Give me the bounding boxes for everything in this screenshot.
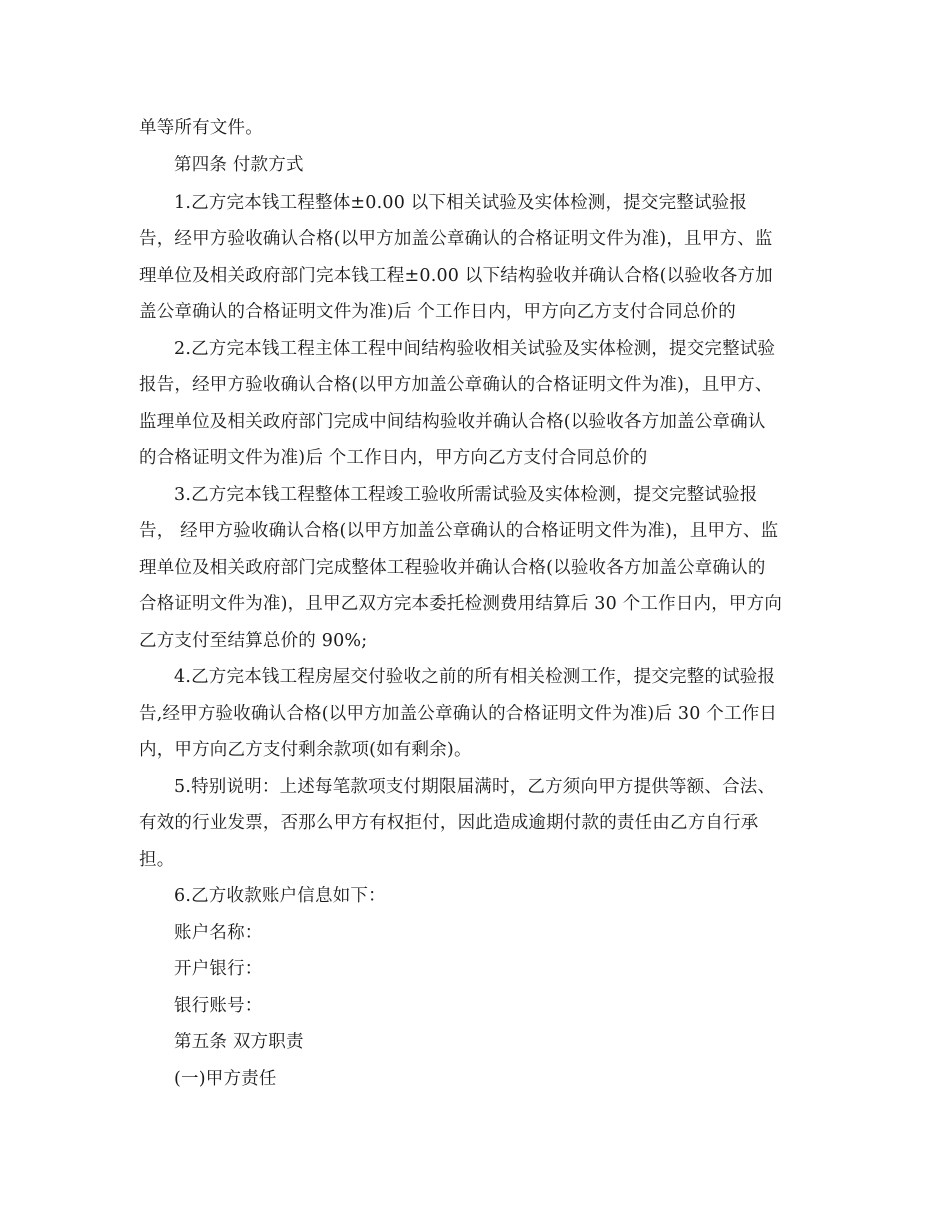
- text-line: 理单位及相关政府部门完成整体工程验收并确认合格(以验收各方加盖公章确认的: [139, 558, 766, 578]
- text-line: 的合格证明文件为准)后 个工作日内，甲方向乙方支付合同总价的: [139, 448, 648, 468]
- text-line: 6.乙方收款账户信息如下：: [174, 886, 386, 906]
- text-line: 报告，经甲方验收确认合格(以甲方加盖公章确认的合格证明文件为准)，且甲方、: [139, 375, 773, 395]
- text-line: 2.乙方完本钱工程主体工程中间结构验收相关试验及实体检测，提交完整试验: [174, 339, 776, 359]
- text-line: 理单位及相关政府部门完本钱工程±0.00 以下结构验收并确认合格(以验收各方加: [139, 266, 773, 286]
- account-name-label: 账户名称：: [174, 923, 263, 943]
- section-heading: 第四条 付款方式: [174, 155, 304, 175]
- text-line: 3.乙方完本钱工程整体工程竣工验收所需试验及实体检测，提交完整试验报: [174, 485, 758, 505]
- text-line: 告，经甲方验收确认合格(以甲方加盖公章确认的合格证明文件为准)，且甲方、监: [139, 229, 773, 249]
- bank-name-label: 开户银行：: [174, 959, 263, 979]
- text-line: 告,经甲方验收确认合格(以甲方加盖公章确认的合格证明文件为准)后 30 个工作日: [139, 704, 778, 724]
- text-line: 告， 经甲方验收确认合格(以甲方加盖公章确认的合格证明文件为准)，且甲方、监: [139, 521, 779, 541]
- text-line: 1.乙方完本钱工程整体±0.00 以下相关试验及实体检测，提交完整试验报: [174, 193, 748, 213]
- text-line: 担。: [139, 850, 175, 870]
- text-line: 有效的行业发票，否那么甲方有权拒付，因此造成逾期付款的责任由乙方自行承: [139, 813, 759, 833]
- account-number-label: 银行账号：: [174, 996, 263, 1016]
- text-line: 4.乙方完本钱工程房屋交付验收之前的所有相关检测工作，提交完整的试验报: [174, 667, 776, 687]
- subsection-heading: (一)甲方责任: [174, 1069, 277, 1089]
- text-line: 合格证明文件为准)，且甲乙双方完本委托检测费用结算后 30 个工作日内，甲方向: [139, 594, 783, 614]
- text-line: 盖公章确认的合格证明文件为准)后 个工作日内，甲方向乙方支付合同总价的: [139, 302, 736, 322]
- section-heading: 第五条 双方职责: [174, 1032, 304, 1052]
- text-line: 乙方支付至结算总价的 90%;: [139, 631, 368, 651]
- text-line: 监理单位及相关政府部门完成中间结构验收并确认合格(以验收各方加盖公章确认: [139, 412, 766, 432]
- text-line: 单等所有文件。: [139, 118, 263, 138]
- text-line: 5.特别说明：上述每笔款项支付期限届满时，乙方须向甲方提供等额、合法、: [174, 777, 776, 797]
- text-line: 内，甲方向乙方支付剩余款项(如有剩余)。: [139, 740, 472, 760]
